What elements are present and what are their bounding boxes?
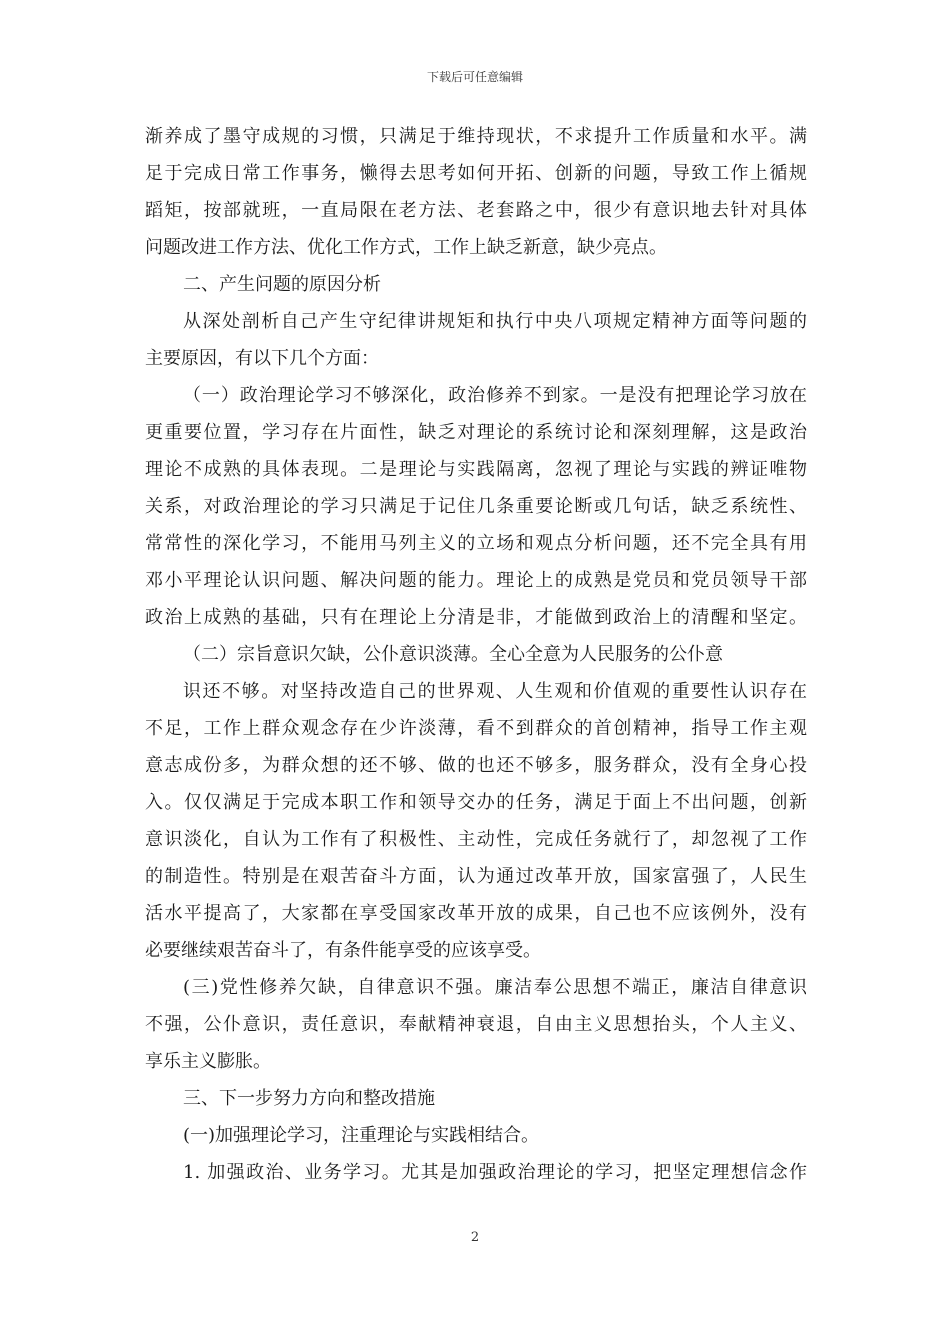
text-line: 邓小平理论认识问题、解决问题的能力。理论上的成熟是党员和党员领导干部 bbox=[145, 570, 807, 591]
text-line: 不足，工作上群众观念存在少许淡薄，看不到群众的首创精神，指导工作主观 bbox=[145, 718, 807, 739]
page-header: 下载后可任意编辑 bbox=[426, 70, 523, 84]
text-line: 意志成份多，为群众想的还不够、做的也还不够多，服务群众，没有全身心投 bbox=[145, 755, 807, 776]
text-line: （一）政治理论学习不够深化，政治修养不到家。一是没有把理论学习放在 bbox=[183, 385, 807, 406]
text-line: 入。仅仅满足于完成本职工作和领导交办的任务，满足于面上不出问题，创新 bbox=[145, 792, 807, 813]
text-line: 1. 加强政治、业务学习。尤其是加强政治理论的学习，把坚定理想信念作 bbox=[183, 1162, 807, 1183]
text-line: 不强，公仆意识，责任意识，奉献精神衰退，自由主义思想抬头，个人主义、 bbox=[145, 1014, 807, 1035]
text-line: 活水平提高了，大家都在享受国家改革开放的成果，自己也不应该例外，没有 bbox=[145, 903, 807, 924]
text-line: 关系，对政治理论的学习只满足于记住几条重要论断或几句话，缺乏系统性、 bbox=[145, 496, 807, 517]
section-heading: 二、产生问题的原因分析 bbox=[183, 274, 381, 295]
text-line: 常常性的深化学习，不能用马列主义的立场和观点分析问题，还不完全具有用 bbox=[145, 533, 807, 554]
page-number: 2 bbox=[470, 1230, 480, 1245]
text-line: 问题改进工作方法、优化工作方式，工作上缺乏新意，缺少亮点。 bbox=[145, 237, 667, 258]
text-line: 必要继续艰苦奋斗了，有条件能享受的应该享受。 bbox=[145, 940, 541, 961]
document-body bbox=[145, 118, 807, 1191]
text-line: 享乐主义膨胀。 bbox=[145, 1051, 271, 1072]
text-line: 意识淡化，自认为工作有了积极性、主动性，完成任务就行了，却忽视了工作 bbox=[145, 829, 807, 850]
text-line: 更重要位置，学习存在片面性，缺乏对理论的系统讨论和深刻理解，这是政治 bbox=[145, 422, 807, 443]
text-line: (三)党性修养欠缺，自律意识不强。廉洁奉公思想不端正，廉洁自律意识 bbox=[183, 977, 807, 998]
text-line: 从深处剖析自己产生守纪律讲规矩和执行中央八项规定精神方面等问题的 bbox=[183, 311, 807, 332]
subsection-heading: (一)加强理论学习，注重理论与实践相结合。 bbox=[183, 1125, 540, 1146]
text-line: 主要原因，有以下几个方面： bbox=[145, 348, 379, 369]
text-line: 识还不够。对坚持改造自己的世界观、人生观和价值观的重要性认识存在 bbox=[183, 681, 807, 702]
text-line: 足于完成日常工作事务，懒得去思考如何开拓、创新的问题，导致工作上循规 bbox=[145, 163, 807, 184]
section-heading: 三、下一步努力方向和整改措施 bbox=[183, 1088, 435, 1109]
text-line: （二）宗旨意识欠缺，公仆意识淡薄。全心全意为人民服务的公仆意 bbox=[183, 644, 723, 665]
text-line: 政治上成熟的基础，只有在理论上分清是非，才能做到政治上的清醒和坚定。 bbox=[145, 607, 807, 628]
text-line: 的制造性。特别是在艰苦奋斗方面，认为通过改革开放，国家富强了，人民生 bbox=[145, 866, 807, 887]
text-line: 渐养成了墨守成规的习惯，只满足于维持现状，不求提升工作质量和水平。满 bbox=[145, 126, 807, 147]
text-line: 理论不成熟的具体表现。二是理论与实践隔离，忽视了理论与实践的辨证唯物 bbox=[145, 459, 807, 480]
text-line: 蹈矩，按部就班，一直局限在老方法、老套路之中，很少有意识地去针对具体 bbox=[145, 200, 807, 221]
